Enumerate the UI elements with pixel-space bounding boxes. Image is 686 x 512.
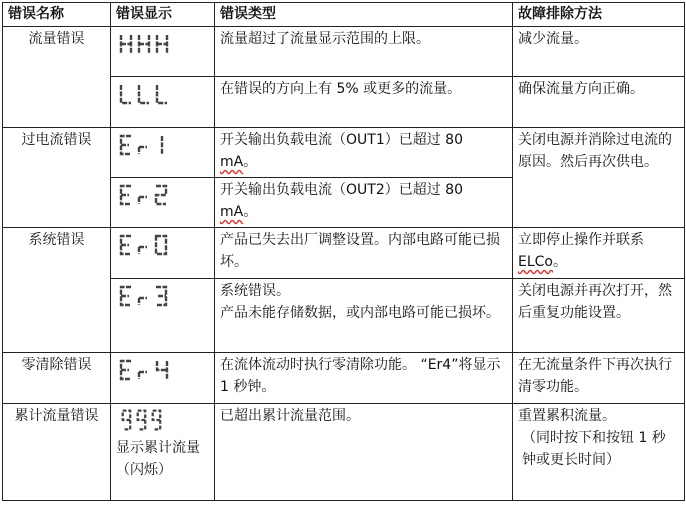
header-error-name: 错误名称 <box>3 3 111 27</box>
segment-display-er3 <box>111 279 215 353</box>
error-name: 系统错误 <box>3 228 111 353</box>
segment-display-er0 <box>111 228 215 279</box>
troubleshooting: 关闭电源并消除过电流的原因。然后再次供电。 <box>513 128 685 228</box>
error-type: 系统错误。 产品未能存储数据，或内部电路可能已损坏。 <box>215 279 513 353</box>
error-type: 开关输出负载电流（OUT2）已超过 80 mA。 <box>215 178 513 228</box>
table-row <box>3 353 685 404</box>
error-type: 已超出累计流量范围。 <box>215 404 513 501</box>
error-type: 开关输出负载电流（OUT1）已超过 80 mA。 <box>215 128 513 178</box>
error-name: 累计流量错误 <box>3 404 111 501</box>
header-error-display: 错误显示 <box>111 3 215 27</box>
segment-display-er1 <box>111 128 215 178</box>
segment-display-er4 <box>111 353 215 404</box>
table-row <box>3 128 685 178</box>
troubleshooting: 立即停止操作并联系 ELCo。 <box>513 228 685 279</box>
table-row <box>3 228 685 279</box>
segment-display-hhh <box>111 27 215 77</box>
troubleshooting: 重置累积流量。 （同时按下和按钮 1 秒钟或更长时间） <box>513 404 685 501</box>
error-name: 过电流错误 <box>3 128 111 228</box>
troubleshooting: 减少流量。 <box>513 27 685 77</box>
header-error-type: 错误类型 <box>215 3 513 27</box>
table-row <box>3 404 685 501</box>
troubleshooting: 确保流量方向正确。 <box>513 77 685 128</box>
error-name: 零清除错误 <box>3 353 111 404</box>
segment-display-lll <box>111 77 215 128</box>
error-type: 产品已失去出厂调整设置。内部电路可能已损坏。 <box>215 228 513 279</box>
display-note: 显示累计流量（闪烁） <box>116 440 200 478</box>
error-type: 流量超过了流量显示范围的上限。 <box>215 27 513 77</box>
segment-display-er2 <box>111 178 215 228</box>
troubleshooting: 在无流量条件下再次执行清零功能。 <box>513 353 685 404</box>
error-type: 在流体流动时执行零清除功能。 “Er4”将显示 1 秒钟。 <box>215 353 513 404</box>
header-troubleshooting: 故障排除方法 <box>513 3 685 27</box>
segment-display-999 <box>111 404 215 501</box>
error-table <box>2 2 685 501</box>
error-name: 流量错误 <box>3 27 111 128</box>
error-type: 在错误的方向上有 5% 或更多的流量。 <box>215 77 513 128</box>
header-row <box>3 3 685 27</box>
table-row <box>3 27 685 77</box>
troubleshooting: 关闭电源并再次打开，然后重复功能设置。 <box>513 279 685 353</box>
